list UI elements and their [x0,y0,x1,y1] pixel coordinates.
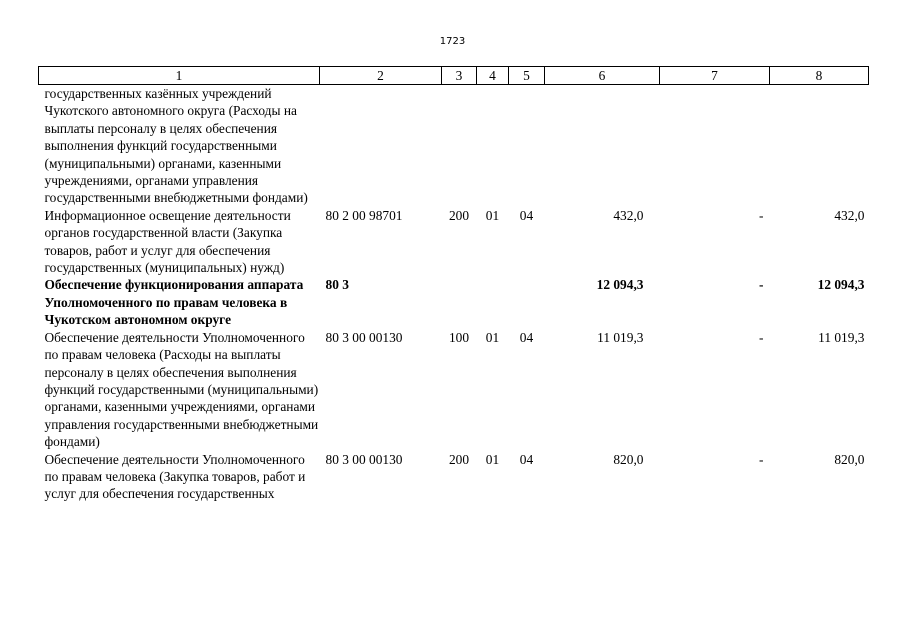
row-rz [477,85,509,207]
row-description: Информационное освещение деятельности органов государственной власти (Закупка товаров, работ и услуг для обеспечения государственных (муниципальных) нужд) [44,207,291,276]
row-kvr [442,85,477,207]
row-amount: 11 019,3 [597,329,644,345]
row-kvr: 200 [448,451,470,467]
table-row [39,329,869,451]
row-change: - [759,277,764,293]
row-pr [509,85,545,207]
table-header [39,67,869,85]
row-description: Обеспечение функционирования аппарата Уполномоченного по правам человека в Чукотском автономном округе [44,277,304,328]
column-header-5: 5 [509,67,545,85]
table-row [39,276,869,328]
column-header-1: 1 [39,67,320,85]
row-amount: 820,0 [613,451,644,467]
row-description: Обеспечение деятельности Уполномоченного по правам человека (Закупка товаров, работ и услуг для обеспечения государственных [44,451,306,502]
row-code: 80 3 00 00130 [325,451,403,467]
column-header-6: 6 [545,67,660,85]
column-header-2: 2 [320,67,442,85]
row-code: 80 3 [325,277,349,293]
row-description: Обеспечение деятельности Уполномоченного по правам человека (Расходы на выплаты персоналу в целях обеспечения выполнения функций государственными (муниципальными) органами, казенными учреждениями, органами управления государственными внебюджетными фондами) [44,329,319,450]
page-number: 1723 [439,36,466,47]
row-rz: 01 [485,329,500,345]
row-kvr [442,276,477,328]
row-pr: 04 [519,207,534,223]
column-header-3: 3 [442,67,477,85]
row-code [320,85,442,207]
row-pr: 04 [519,451,534,467]
table-row [39,85,869,207]
row-amount: 432,0 [613,207,644,223]
budget-table [38,66,869,503]
column-header-7: 7 [660,67,770,85]
row-rz: 01 [485,207,500,223]
row-change: - [759,207,764,223]
table-row [39,451,869,503]
row-total [770,85,869,207]
table-row [39,207,869,277]
row-pr [509,276,545,328]
table-body [39,85,869,503]
row-pr: 04 [519,329,534,345]
row-kvr: 100 [448,329,470,345]
row-amount [545,85,660,207]
row-description: государственных казённых учреждений Чукотского автономного округа (Расходы на выплаты персоналу в целях обеспечения выполнения функций государственными (муниципальными) органами, казенными учреждениями, органами управления государственными внебюджетными фондами) [44,86,308,206]
row-rz [477,276,509,328]
row-kvr: 200 [448,207,470,223]
row-change [660,85,770,207]
row-rz: 01 [485,451,500,467]
column-header-8: 8 [770,67,869,85]
row-amount: 12 094,3 [596,277,644,293]
row-total: 11 019,3 [818,329,865,345]
column-header-4: 4 [477,67,509,85]
row-code: 80 3 00 00130 [325,329,403,345]
row-change: - [759,451,764,467]
row-total: 820,0 [834,451,865,467]
row-total: 432,0 [834,207,865,223]
row-code: 80 2 00 98701 [325,207,403,223]
row-total: 12 094,3 [817,277,865,293]
row-change: - [759,329,764,345]
header-row [39,67,869,85]
